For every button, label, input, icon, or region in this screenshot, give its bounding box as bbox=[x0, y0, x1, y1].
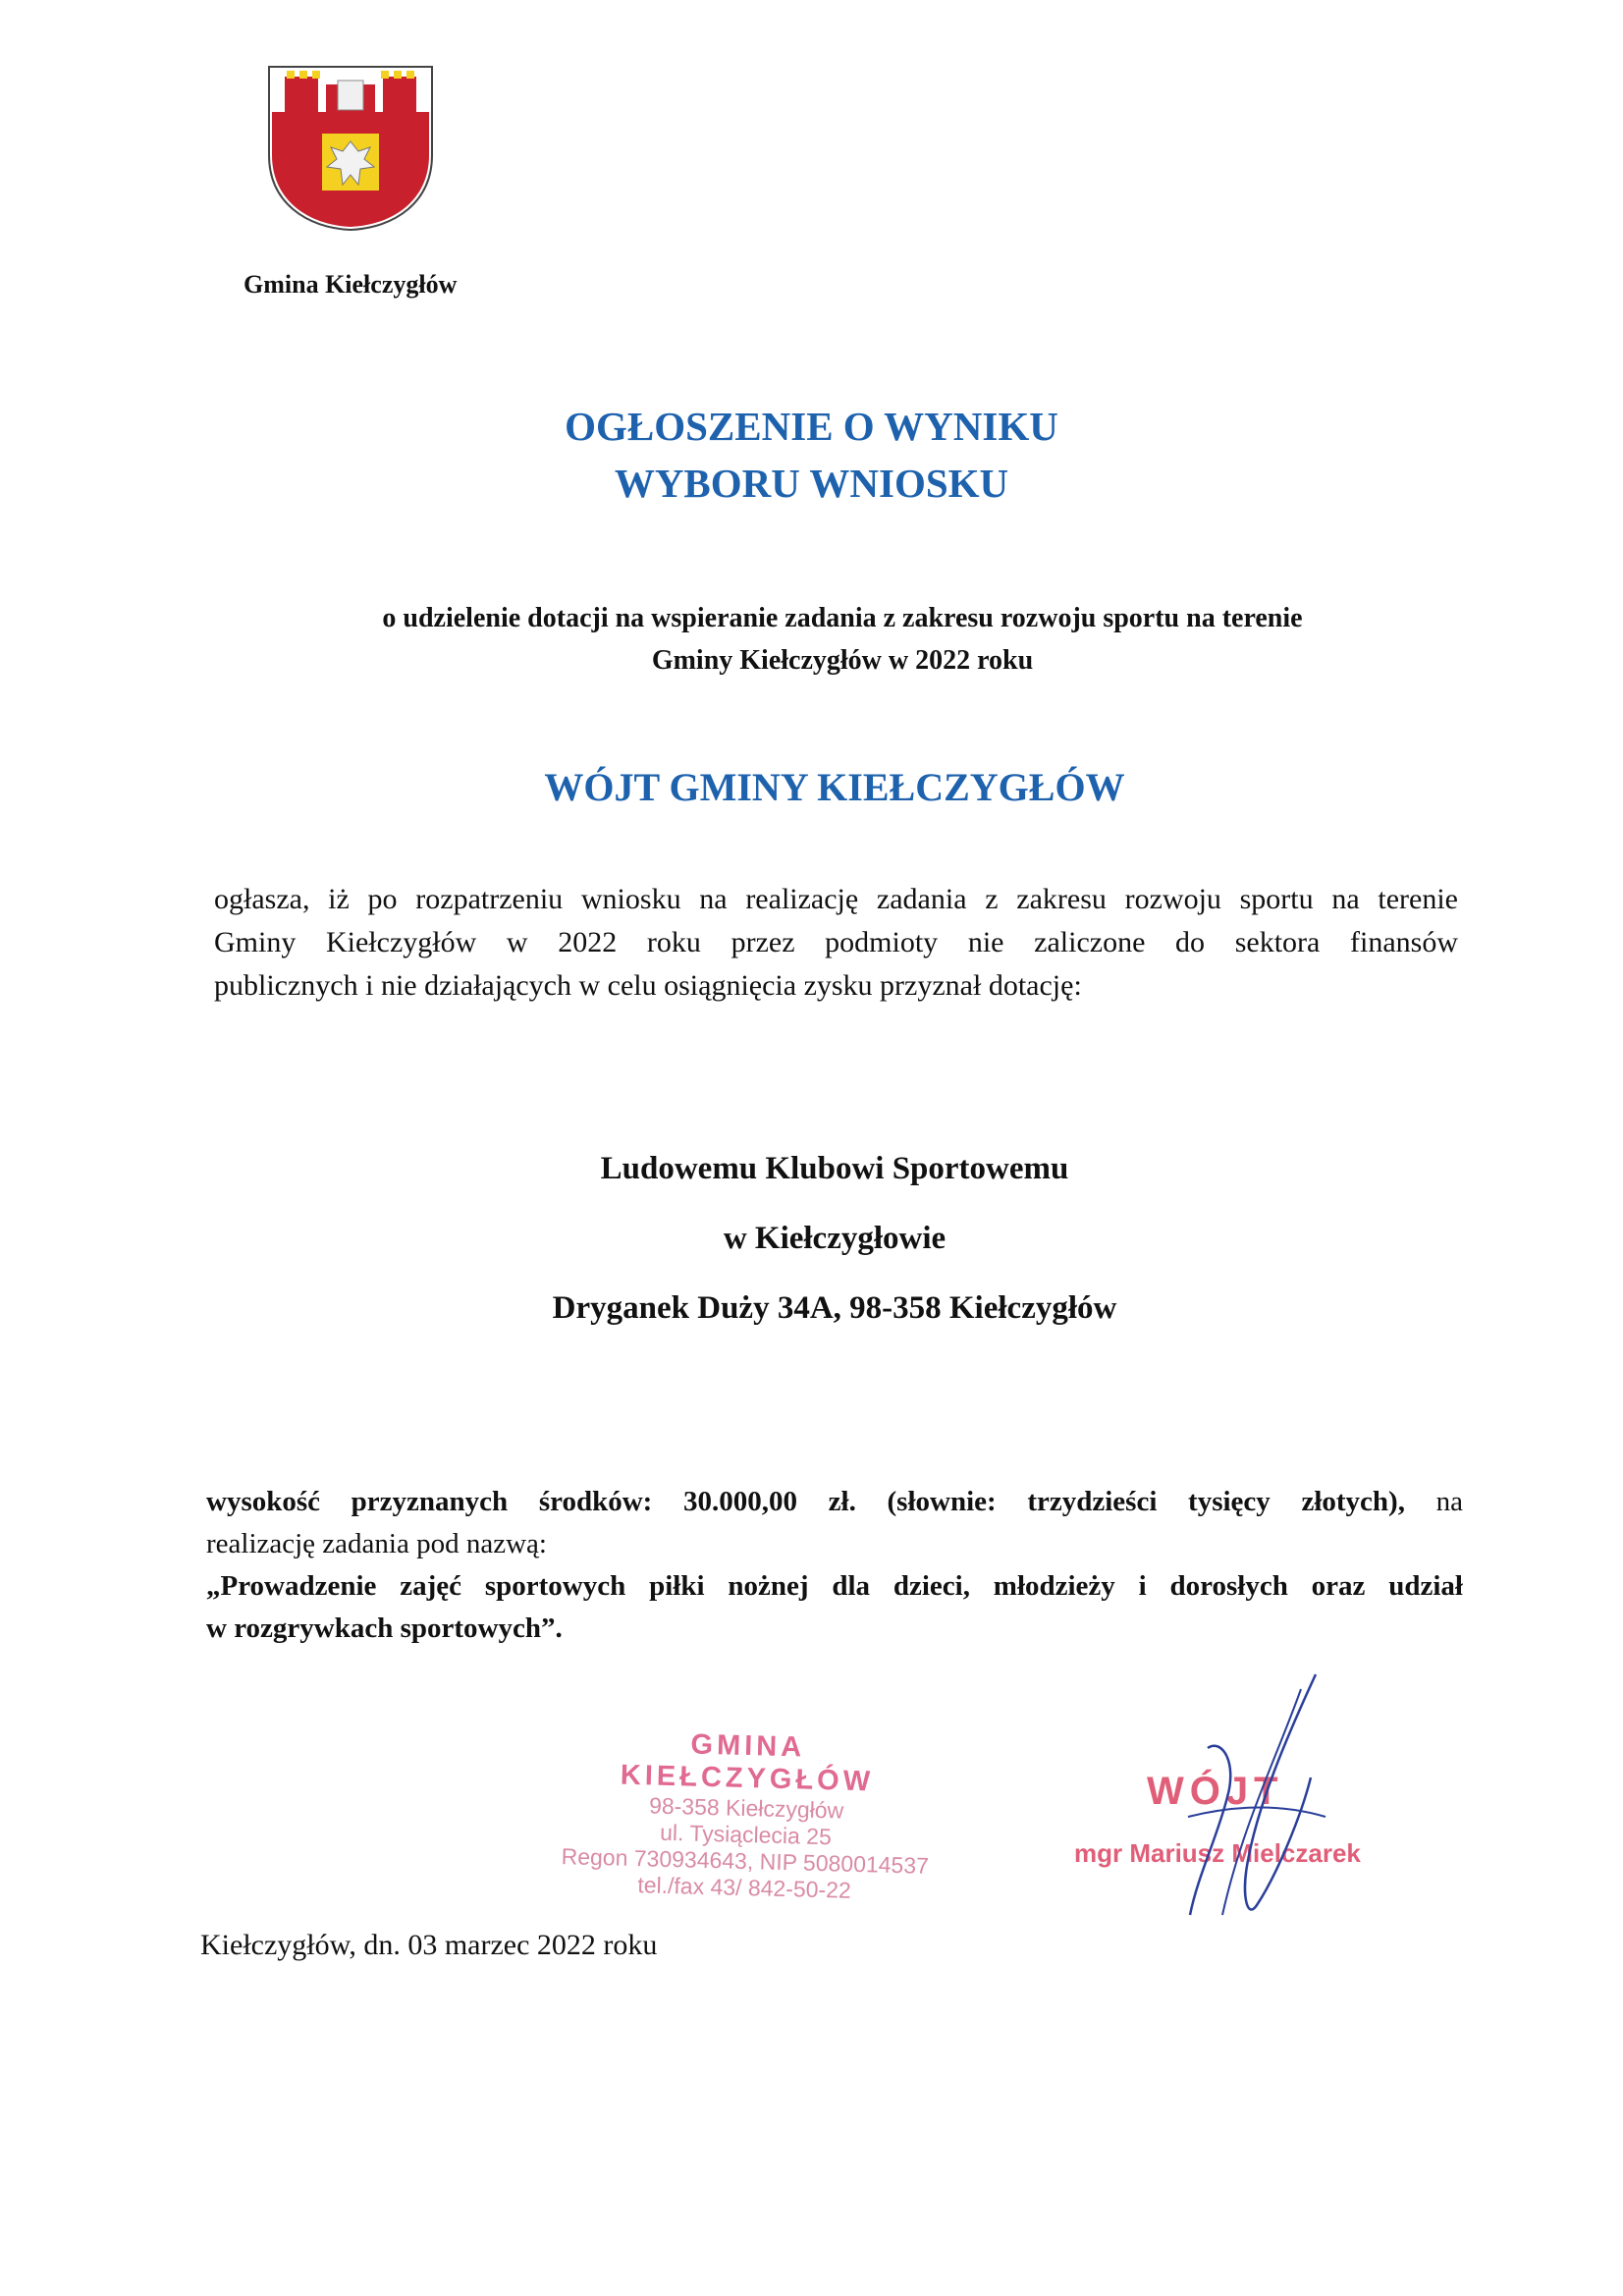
task-name-line-1: „Prowadzenie zajęć sportowych piłki nożnej dla dzieci, młodzieży i dorosłych oraz udział bbox=[206, 1570, 1463, 1602]
document-title-line-1: OGŁOSZENIE O WYNIKU bbox=[565, 404, 1058, 449]
recipient-name: Ludowemu Klubowi Sportowemu bbox=[600, 1151, 1069, 1186]
coat-of-arms-icon bbox=[267, 65, 434, 232]
subtitle-line-2: Gminy Kiełczygłów w 2022 roku bbox=[651, 645, 1034, 676]
award-amount-line bbox=[206, 1481, 1463, 1523]
task-name-line-2: w rozgrywkach sportowych”. bbox=[206, 1613, 563, 1644]
stamp-registry: Regon 730934643, NIP 5080014537 bbox=[561, 1843, 930, 1879]
recipient-address: Dryganek Duży 34A, 98-358 Kiełczygłów bbox=[552, 1290, 1117, 1326]
stamp-street: ul. Tysiąclecia 25 bbox=[659, 1819, 833, 1850]
handwritten-signature-icon bbox=[1129, 1669, 1355, 1925]
document-title-line-2: WYBORU WNIOSKU bbox=[614, 461, 1009, 506]
announcement-line-1: ogłasza, iż po rozpatrzeniu wniosku na realizację zadania z zakresu rozwoju sportu na terenie bbox=[214, 883, 1458, 915]
signature-stamp-name: mgr Mariusz Mielczarek bbox=[1074, 1838, 1361, 1868]
award-amount: wysokość przyznanych środków: 30.000,00 zł. (słownie: trzydzieści tysięcy złotych), bbox=[206, 1486, 1405, 1517]
issuing-authority: WÓJT GMINY KIEŁCZYGŁÓW bbox=[544, 765, 1125, 809]
stamp-phone: tel./fax 43/ 842-50-22 bbox=[637, 1872, 852, 1903]
stamp-name: GMINA KIEŁCZYGŁÓW bbox=[620, 1728, 875, 1798]
signature-stamp-title: WÓJT bbox=[1147, 1770, 1284, 1813]
recipient-location: w Kiełczygłowie bbox=[723, 1221, 947, 1256]
award-amount-line-end: na bbox=[1404, 1486, 1464, 1517]
stamp-postal: 98-358 Kiełczygłów bbox=[648, 1792, 844, 1824]
announcement-line-2: Gminy Kiełczygłów w 2022 roku przez podmioty nie zaliczone do sektora finansów bbox=[214, 926, 1458, 958]
place-and-date: Kiełczygłów, dn. 03 marzec 2022 roku bbox=[200, 1929, 658, 1961]
announcement-line-3: publicznych i nie działających w celu osiągnięcia zysku przyznał dotację: bbox=[214, 969, 1082, 1002]
official-stamp bbox=[558, 1725, 935, 1906]
subtitle-line-1: o udzielenie dotacji na wspieranie zadania z zakresu rozwoju sportu na terenie bbox=[382, 603, 1303, 633]
task-intro: realizację zadania pod nazwą: bbox=[206, 1528, 547, 1559]
municipality-name: Gmina Kiełczygłów bbox=[243, 270, 458, 299]
